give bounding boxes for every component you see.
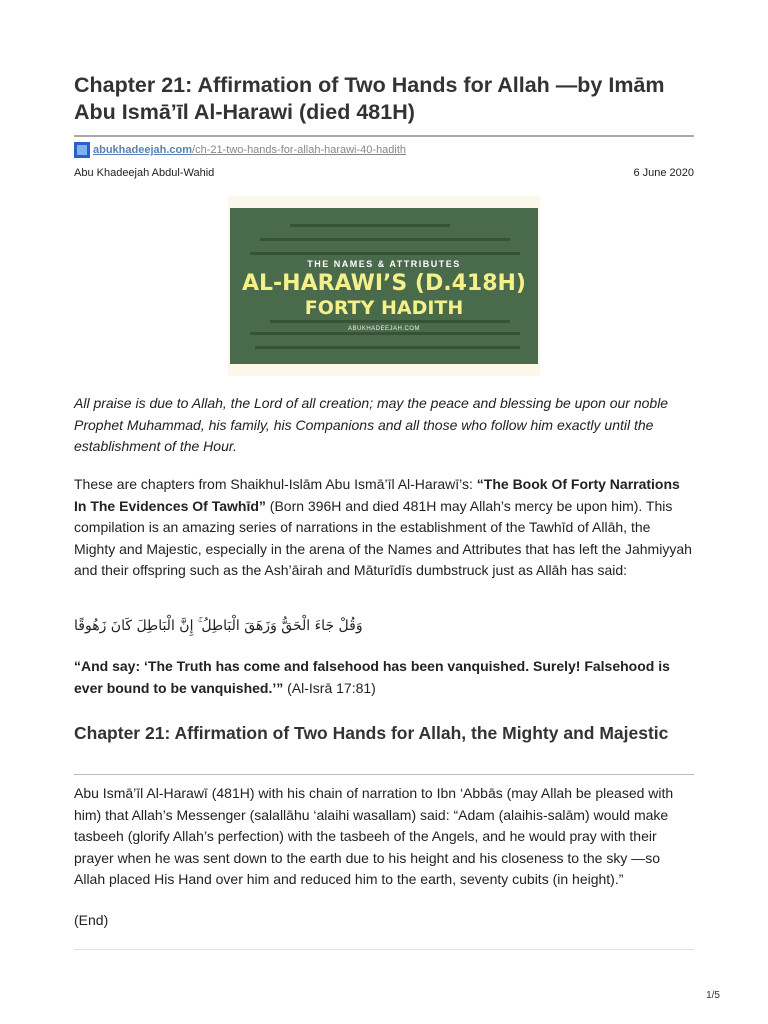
bottom-divider	[74, 949, 694, 950]
page-number: 1/5	[706, 990, 720, 1001]
verse-reference: (Al-Isrā 17:81)	[283, 679, 376, 696]
banner-title-line2: FORTY HADITH	[304, 297, 464, 319]
section-heading: Chapter 21: Affirmation of Two Hands for Allah, the Mighty and Majestic	[74, 723, 669, 743]
header-banner-image	[228, 196, 540, 376]
source-domain-link[interactable]: abukhadeejah.com	[93, 144, 193, 156]
verse-translation-text: “And say: ‘The Truth has come and falsehood has been vanquished. Surely! Falsehood is ever bound to be vanquished.’”	[74, 658, 670, 696]
book-title: “The Book Of Forty Narrations In The Evidences Of Tawhīd”	[74, 476, 680, 514]
page-title: Chapter 21: Affirmation of Two Hands for Allah —by Imām Abu Ismā’īl Al-Harawi (died 481H)	[74, 73, 665, 124]
banner-panel	[230, 208, 538, 364]
body-paragraph-2: Abu Ismā’īl Al-Harawī (481H) with his chain of narration to Ibn ‘Abbās (may Allah be pleased with him) that Allah’s Messenger (salallāhu ‘alaihi wasallam) said: “Adam (alaihis-salām) would make tasbeeh (glorify Allah’s perfection) with the tasbeeh of the Angels, and he would pray with their prayer when he was sent down to the earth due to his height and his closeness to the sky —so Allah placed His Hand over him and reduced him to the earth, seventy cubits (in height).”	[74, 785, 674, 887]
end-marker: (End)	[74, 912, 109, 928]
banner-title-line1: AL-HARAWI’S (D.418H)	[242, 271, 526, 296]
verse-translation	[74, 656, 694, 699]
arabic-verse: وَقُلْ جَاءَ الْحَقُّ وَزَهَقَ الْبَاطِلُ ۚ إِنَّ الْبَاطِلَ كَانَ زَهُوقًا	[74, 618, 363, 634]
intro-paragraph: All praise is due to Allah, the Lord of all creation; may the peace and blessing be upon our noble Prophet Muhammad, his family, his Companions and all those who follow him exactly until the establishment of the Hour.	[74, 395, 669, 454]
para1-lead: These are chapters from Shaikhul-Islām Abu Ismā’īl Al-Harawī’s:	[74, 476, 477, 492]
section-divider	[74, 774, 694, 775]
article-meta	[74, 167, 694, 179]
banner-site-label: ABUKHADEEJAH.COM	[347, 326, 420, 332]
source-path-link[interactable]: /ch-21-two-hands-for-allah-harawi-40-hadith	[192, 144, 407, 156]
author-name: Abu Khadeejah Abdul-Wahid	[74, 167, 215, 179]
source-url-line[interactable]	[74, 142, 406, 158]
banner-subtitle: THE NAMES & ATTRIBUTES	[307, 259, 461, 269]
body-paragraph-1	[74, 474, 694, 582]
para1-rest: (Born 396H and died 481H may Allah’s mercy be upon him). This compilation is an amazing series of narrations in the establishment of the Tawhīd of Allāh, the Mighty and Majestic, especially in the arena of the Names and Attributes that has left the Jahmiyyah and their offspring such as the Ash’āirah and Māturīdīs dumbstruck just as Allāh has said:	[74, 497, 692, 578]
site-favicon-icon	[74, 142, 90, 158]
title-divider	[74, 135, 694, 137]
publish-date: 6 June 2020	[633, 167, 694, 179]
